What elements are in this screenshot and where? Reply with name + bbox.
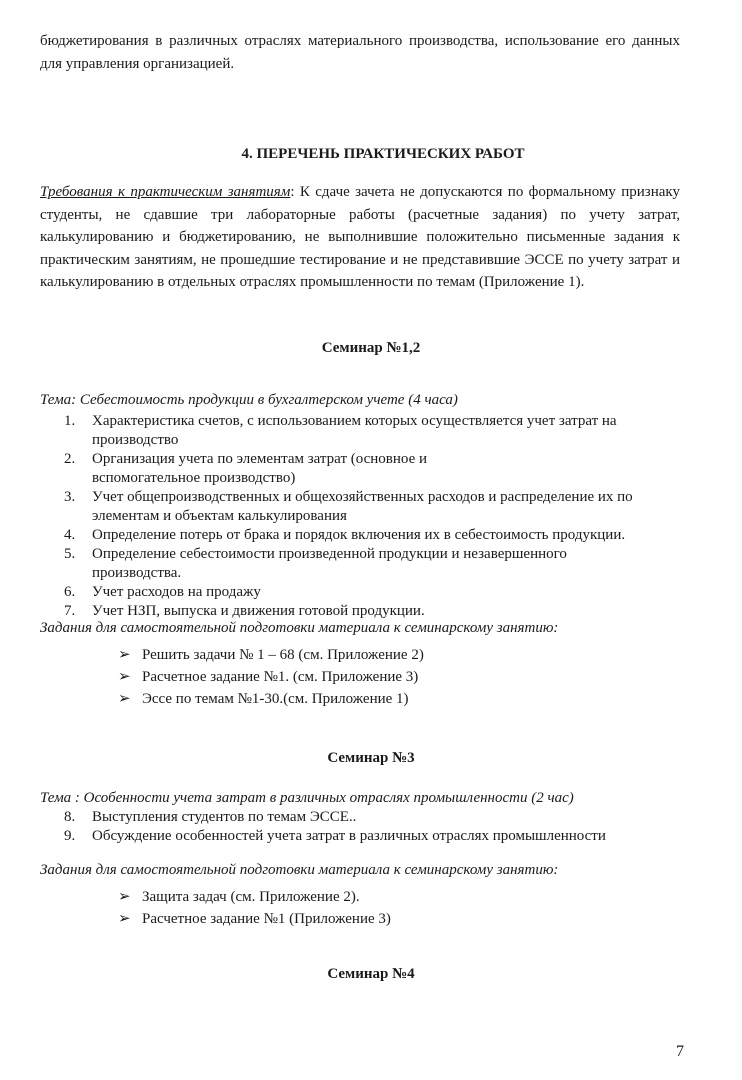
seminar-topic-list [40, 412, 700, 621]
page-number: 7 [676, 1043, 684, 1060]
list-item [40, 808, 720, 827]
intro-paragraph: бюджетирования в различных отраслях материального производства, использование его данных для управления организацией. [40, 33, 680, 72]
list-number: 1. [64, 413, 76, 429]
text: Определение себестоимости произведенной продукции и незавершенного производства. [92, 546, 567, 581]
tasks-list [118, 886, 391, 930]
tasks-label: Задания для самостоятельной подготовки материала к семинарскому занятию: [40, 862, 559, 878]
seminar-topic: Тема: Себестоимость продукции в бухгалтерском учете (4 часа) [40, 392, 458, 408]
text: Расчетное задание №1 (Приложение 3) [142, 911, 391, 927]
text: Выступления студентов по темам ЭССЕ.. [92, 809, 357, 825]
text: Защита задач (см. Приложение 2). [142, 889, 360, 905]
list-item [40, 545, 700, 583]
task-item [118, 688, 424, 710]
list-item [40, 827, 720, 846]
list-number: 7. [64, 603, 76, 619]
arrow-bullet-icon: ➢ [118, 669, 131, 685]
task-item [118, 666, 424, 688]
list-item [40, 412, 700, 450]
seminar-title: Семинар №4 [327, 966, 415, 982]
arrow-bullet-icon: ➢ [118, 647, 131, 663]
requirements-label: Требования к практическим занятиям [40, 184, 291, 200]
seminar-topic: Тема : Особенности учета затрат в различных отраслях промышленности (2 час) [40, 790, 574, 806]
task-item [118, 908, 391, 930]
arrow-bullet-icon: ➢ [118, 691, 131, 707]
list-number: 8. [64, 809, 76, 825]
text: Учет НЗП, выпуска и движения готовой продукции. [92, 603, 425, 619]
list-item [40, 488, 700, 526]
text: Расчетное задание №1. (см. Приложение 3) [142, 669, 419, 685]
requirements-paragraph [40, 181, 680, 294]
text: Решить задачи № 1 – 68 (см. Приложение 2) [142, 647, 424, 663]
list-item [40, 450, 700, 488]
list-number: 2. [64, 451, 76, 467]
text: Эссе по темам №1-30.(см. Приложение 1) [142, 691, 409, 707]
arrow-bullet-icon: ➢ [118, 889, 131, 905]
list-number: 5. [64, 546, 76, 562]
text: Обсуждение особенностей учета затрат в различных отраслях промышленности [92, 828, 606, 844]
list-item [40, 526, 700, 545]
arrow-bullet-icon: ➢ [118, 911, 131, 927]
requirements-text: : К сдаче зачета не допускаются по формальному признаку студенты, не сдавшие три лабораторные работы (расчетные задания) по учету затрат, калькулированию и бюджетированию, не выполнившие положительно письменные задания к практическим занятиям, не прошедшие тестирование и не представившие ЭССЕ по учету затрат и калькулированию в отдельных отраслях промышленности по темам (Приложение 1). [40, 184, 680, 290]
list-item [40, 583, 700, 602]
list-number: 3. [64, 489, 76, 505]
section-heading: 4. ПЕРЕЧЕНЬ ПРАКТИЧЕСКИХ РАБОТ [241, 146, 525, 162]
list-number: 6. [64, 584, 76, 600]
tasks-label: Задания для самостоятельной подготовки материала к семинарскому занятию: [40, 620, 559, 636]
text: Учет общепроизводственных и общехозяйственных расходов и распределение их по элементам и объектам калькулирования [92, 489, 633, 524]
seminar-topic-list [40, 808, 720, 846]
list-number: 9. [64, 828, 76, 844]
text: Определение потерь от брака и порядок включения их в себестоимость продукции. [92, 527, 626, 543]
seminar-title: Семинар №1,2 [321, 340, 421, 356]
list-number: 4. [64, 527, 76, 543]
text: Учет расходов на продажу [92, 584, 261, 600]
task-item [118, 886, 391, 908]
text: Характеристика счетов, с использованием которых осуществляется учет затрат на производство [92, 413, 617, 448]
text: Организация учета по элементам затрат (основное и вспомогательное производство) [92, 451, 428, 486]
tasks-list [118, 644, 424, 710]
seminar-title: Семинар №3 [327, 750, 415, 766]
task-item [118, 644, 424, 666]
list-item [40, 602, 700, 621]
